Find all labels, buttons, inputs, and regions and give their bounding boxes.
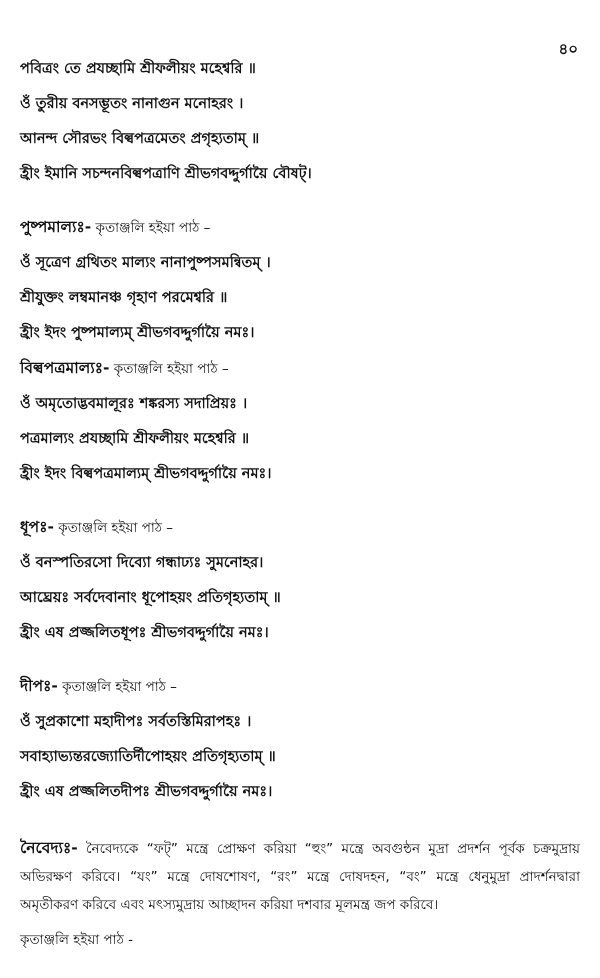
section-heading xyxy=(20,216,580,239)
verse-line: ওঁ সুপ্রকাশো মহাদীপঃ সর্বতস্তিমিরাপহঃ । xyxy=(20,714,252,730)
verse-line: ওঁ বনস্পতিরসো দিব্যো গন্ধাঢ্যঃ সুমনোহর। xyxy=(20,555,264,571)
section-title: বিল্বপত্রমাল্যঃ- xyxy=(20,359,110,377)
verse-line: পবিত্রং তে প্রযচ্ছামি শ্রীফলীয়ং মহেশ্বরি ॥ xyxy=(20,61,256,77)
section-title: দীপঃ- xyxy=(20,677,58,695)
naivedya-paragraph xyxy=(20,834,580,919)
verse-line: পত্রমাল্যং প্রযচ্ছামি শ্রীফলীয়ং মহেশ্বরি ॥ xyxy=(20,431,250,447)
section-instruction: কৃতাঞ্জলি হইয়া পাঠ – xyxy=(53,520,174,536)
verse-line: হ্রীং ইদং বিল্বপত্রমাল্যম্ শ্রীভগবদ্দুর্গায়ৈ নমঃ। xyxy=(20,466,272,482)
footer-instruction: কৃতাঞ্জলি হইয়া পাঠ - xyxy=(20,932,133,948)
pushpa-section xyxy=(20,216,580,344)
verse-line: ওঁ তুরীয় বনসম্ভূতং নানাগুন মনোহরং । xyxy=(20,96,244,112)
bilva-patra-verse xyxy=(20,58,580,185)
section-heading xyxy=(20,516,580,539)
verse-line: আনন্দ সৌরভং বিল্বপত্রমেতং প্রগৃহ্যতাম্ ॥ xyxy=(20,131,260,147)
verse-line: হ্রীং ইমানি সচন্দনবিল্বপত্রাণি শ্রীভগবদ্দুর্গায়ৈ বৌষট্। xyxy=(20,166,312,182)
section-title: ধূপঃ- xyxy=(20,518,54,536)
verse-line: হ্রীং এষ প্রজ্জলিতধূপঃ শ্রীভগবদ্দুর্গায়ৈ নমঃ। xyxy=(20,625,269,641)
section-title: পুষ্পমাল্যঃ- xyxy=(20,218,92,236)
verse-line: আঘ্রেয়ঃ সর্বদেবানাং ধূপোহয়ং প্রতিগৃহ্যতাম্ ॥ xyxy=(20,590,281,606)
section-instruction: কৃতাঞ্জলি হইয়া পাঠ – xyxy=(109,361,229,377)
page-number: ৪০ xyxy=(558,40,578,58)
naivedya-text: নৈবেদ্যকে “ফট্” মন্ত্রে প্রোক্ষণ করিয়া “হুং” মন্ত্রে অবগুন্ঠন মুদ্রা প্রদর্শন পূর্বক চক্রমুদ্রায় অভিরক্ষণ করিবে। “যং” মন্ত্রে দোষশোষণ, “রং” মন্ত্রে দোষদহন, “বং” মন্ত্রে ধেনুমুদ্রা প্রাদর্শনদ্বারা অমৃতীকরণ করিবে এবং মৎস্যমুদ্রায় আচ্ছাদন করিয়া দশবার মূলমন্ত্র জপ করিবে। xyxy=(20,841,580,913)
verse-line: ওঁ সূত্রেণ গ্রথিতং মাল্যং নানাপুষ্পসমন্বিতম্ । xyxy=(20,255,271,271)
page-content xyxy=(20,58,580,951)
bilva-section xyxy=(20,357,580,485)
section-heading xyxy=(20,357,580,380)
section-instruction: কৃতাঞ্জলি হইয়া পাঠ – xyxy=(57,679,177,695)
naivedya-section xyxy=(20,834,580,951)
verse-line: হ্রীং ইদং পুষ্পমাল্যম্ শ্রীভগবদ্দুর্গায়ৈ নমঃ। xyxy=(20,325,255,341)
verse-line: ওঁ অমৃতোদ্ভবমালূরঃ শঙ্করস্য সদাপ্রিয়ঃ । xyxy=(20,396,248,412)
verse-line: হ্রীং এষ প্রজ্জলিতদীপঃ শ্রীভগবদ্দুর্গায়ৈ নমঃ। xyxy=(20,784,273,800)
verse-line: শ্রীযুক্তং লম্বমানঞ্চ গৃহাণ পরমেশ্বরি ॥ xyxy=(20,290,228,306)
dipa-section xyxy=(20,675,580,803)
section-title: নৈবেদ্যঃ- xyxy=(20,839,78,857)
dhupa-section xyxy=(20,516,580,644)
verse-line: সবাহ্যাভ্যন্তরজ্যোতির্দীপোহয়ং প্রতিগৃহ্যতাম্ ॥ xyxy=(20,749,276,765)
section-instruction: কৃতাঞ্জলি হইয়া পাঠ – xyxy=(91,220,211,236)
section-heading xyxy=(20,675,580,698)
